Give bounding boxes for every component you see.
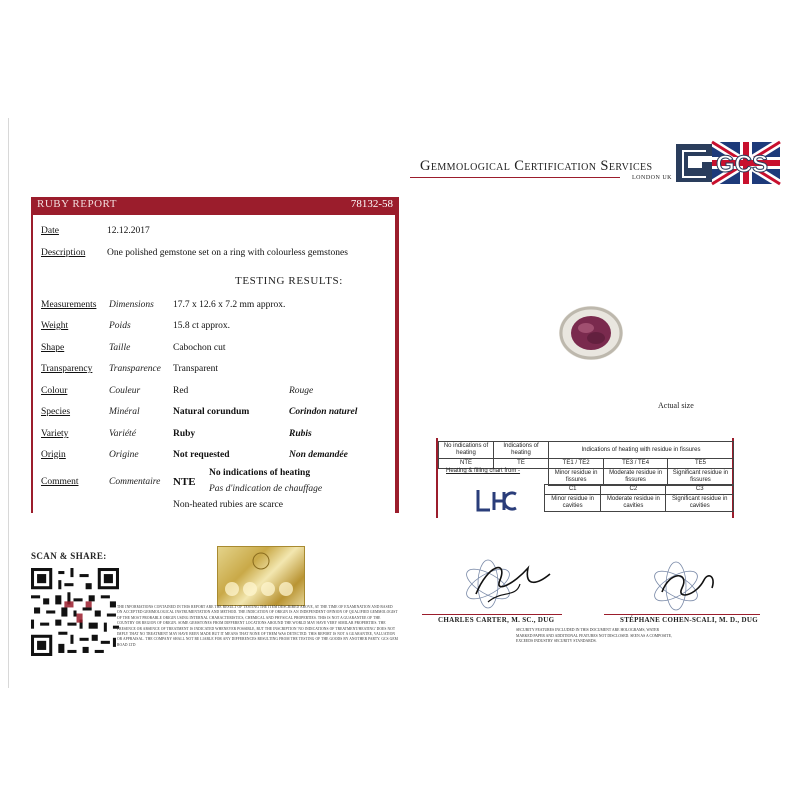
variety-right: Rubis [289, 429, 312, 439]
heat-desc-minor: Minor residue in fissures [549, 469, 604, 486]
hologram-pattern-icon [218, 547, 304, 605]
description-label: Description [41, 248, 86, 258]
heat-code-te: TE [494, 459, 549, 469]
title-underline [410, 177, 620, 178]
species-fr: Minéral [109, 407, 140, 417]
report-header [31, 197, 399, 215]
transparency-label: Transparency [41, 364, 93, 374]
weight-label: Weight [41, 321, 69, 331]
heat-desc-significant: Significant residue in fissures [667, 469, 733, 486]
signature-left-icon [458, 554, 554, 616]
date-value: 12.12.2017 [107, 226, 150, 236]
cavity-desc-minor: Minor residue in cavities [545, 495, 601, 512]
colour-value: Red [173, 386, 189, 396]
cavity-code-c2: C2 [601, 485, 666, 495]
heating-indications-table [438, 441, 734, 486]
cavity-code-c1: C1 [545, 485, 601, 495]
ruby-ring-image [556, 303, 626, 363]
heat-code-te1: TE1 / TE2 [549, 459, 604, 469]
gcs-title: Gemmological Certification Services [420, 158, 653, 174]
colour-fr: Couleur [109, 386, 141, 396]
transparency-value: Transparent [173, 364, 219, 374]
colour-label: Colour [41, 386, 68, 396]
shape-value: Cabochon cut [173, 343, 226, 353]
report-number: 78132-58 [350, 198, 393, 210]
origin-value: Not requested [173, 450, 230, 460]
species-right: Corindon naturel [289, 407, 358, 417]
signer-right-name: STÉPHANE COHEN-SCALI, M. D., DUG [620, 616, 758, 624]
heat-header-heating: Indications of heating [494, 442, 549, 459]
qr-code-icon[interactable] [31, 568, 119, 656]
heat-code-nte: NTE [439, 459, 494, 469]
measurements-label: Measurements [41, 300, 97, 310]
cavity-desc-moderate: Moderate residue in cavities [601, 495, 666, 512]
ruby-report-page [8, 118, 405, 688]
scan-share-title: SCAN & SHARE: [31, 551, 107, 561]
signature-line-right [604, 614, 760, 615]
comment-line-1: No indications of heating [209, 468, 311, 478]
security-notice: SECURITY FEATURES INCLUDED IN THIS DOCUMENT ARE HOLOGRAMS, WATER MARKED PAPER AND ADDITIONAL FEATURES NOT DISCLOSED. SEEN AS A COMPOSITE, EXCEEDS INDUSTRY SECURITY STANDARDS. [516, 628, 672, 644]
comment-line-2: Pas d'indication de chauffage [209, 484, 323, 494]
species-label: Species [41, 407, 71, 417]
gcs-subtitle: LONDON UK [632, 175, 672, 181]
cavity-code-c3: C3 [666, 485, 734, 495]
shape-label: Shape [41, 343, 65, 353]
description-value: One polished gemstone set on a ring with colourless gemstones [107, 248, 348, 258]
actual-size-label: Actual size [658, 401, 694, 410]
report-border-left [31, 213, 33, 513]
gcs-logo-text: GCS [716, 151, 769, 178]
origin-fr: Origine [109, 450, 139, 460]
variety-label: Variety [41, 429, 69, 439]
gcs-union-flag-logo [672, 138, 782, 188]
measurements-value: 17.7 x 12.6 x 7.2 mm approx. [173, 300, 286, 310]
weight-fr: Poids [109, 321, 131, 331]
comment-fr: Commentaire [109, 477, 161, 487]
origin-right: Non demandée [289, 450, 348, 460]
measurements-fr: Dimensions [109, 300, 154, 310]
testing-results-title: TESTING RESULTS: [235, 275, 343, 287]
heat-header-none: No indications of heating [439, 442, 494, 459]
comment-line-3: Non-heated rubies are scarce [173, 500, 283, 510]
security-hologram [217, 546, 305, 606]
signer-left-name: CHARLES CARTER, M. SC., DUG [438, 616, 555, 624]
certificate-page [404, 118, 788, 688]
cavity-desc-significant: Significant residue in cavities [666, 495, 734, 512]
comment-code: NTE [173, 476, 196, 488]
date-label: Date [41, 226, 59, 236]
heat-code-te3: TE3 / TE4 [604, 459, 668, 469]
heat-chart-label: Heating & filling chart from - [446, 468, 521, 474]
shape-fr: Taille [109, 343, 131, 353]
colour-right: Rouge [289, 386, 314, 396]
variety-fr: Variété [109, 429, 136, 439]
heat-desc-moderate: Moderate residue in fissures [604, 469, 668, 486]
transparency-fr: Transparence [109, 364, 161, 374]
signature-line-left [422, 614, 562, 615]
report-disclaimer: THE INFORMATIONS CONTAINED IN THIS REPORT ARE THE RESULT OF TESTING THE ITEM DESCRIBED ABOVE, AT THE TIME OF EXAMINATION AND BASED ON ACCEPTED GEMMOLOGICAL INSTRUMENTATION AND METHOD. THE INDICATION OF ORIGIN IS AN INDEPENDENT OPINION OF QUALIFIED GEMMOLOGIST OF THE MOST PROBABLE ORIGIN USING INTERNAL CHARACTERISTICS, CHEMICAL AND PHYSICAL PROPERTIES. THIS IS NOT A GUARANTEE OF THE COUNTRY OR REGION OF ORIGIN. SOME GEMSTONES FROM DIFFERENT LOCATIONS AROUND THE WORLD MAY HAVE VERY SIMILAR PROPERTIES. THE PRESENCE OR ABSENCE OF TREATMENT IS INDICATED WHENEVER POSSIBLE, BUT THE INSCRIPTION 'NO INDICATIONS OF TREATMENT/HEATING' DOES NOT IMPLY THAT NO TREATMENT MAY HAVE BEEN MADE BUT IT MEANS THAT NONE OF THEM WAS DETECTED. THIS REPORT IS NOT A GUARANTEE, VALUATION OR APPRAISAL. THE COMPANY SHALL NOT BE LIABLE FOR ANY DIFFERENCES RESULTING FROM THE TESTING OF THE GOODS BY ANOTHER PARTY. GCS GEM ROAD LTD [117, 605, 398, 647]
heat-code-te5: TE5 [667, 459, 733, 469]
report-title: RUBY REPORT [37, 198, 117, 210]
signature-right-icon [642, 556, 738, 618]
species-value: Natural corundum [173, 407, 250, 417]
origin-label: Origin [41, 450, 66, 460]
comment-label: Comment [41, 477, 79, 487]
weight-value: 15.8 ct approx. [173, 321, 230, 331]
cavity-residue-table [544, 484, 734, 512]
lmhc-logo-icon [474, 488, 518, 514]
report-border-right [395, 213, 399, 513]
variety-value: Ruby [173, 429, 196, 439]
heat-header-residue: Indications of heating with residue in fissures [549, 442, 734, 459]
